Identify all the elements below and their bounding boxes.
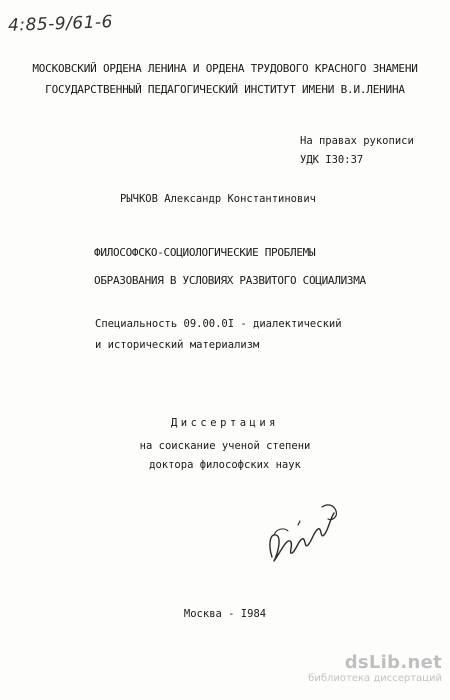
title-line-2: ОБРАЗОВАНИЯ В УСЛОВИЯХ РАЗВИТОГО СОЦИАЛИЗМА xyxy=(94,274,366,287)
institution-line-1: МОСКОВСКИЙ ОРДЕНА ЛЕНИНА И ОРДЕНА ТРУДОВОГО КРАСНОГО ЗНАМЕНИ xyxy=(32,62,418,75)
degree-line-1: на соискание ученой степени xyxy=(139,440,311,452)
specialty-line-1: Специальность 09.00.0I - диалектический xyxy=(95,318,342,330)
watermark-logo-text: dsLib.net xyxy=(344,652,442,673)
document-type: Диссертация xyxy=(170,417,280,429)
watermark-subtitle: библиотека диссертаций xyxy=(308,673,442,684)
watermark-logo xyxy=(345,652,442,673)
place-and-year: Москва - I984 xyxy=(183,608,267,620)
author-name: РЫЧКОВ Александр Константинович xyxy=(120,193,316,205)
handwritten-archive-code: 4:85-9/61-6 xyxy=(7,12,114,36)
institution-line-2: ГОСУДАРСТВЕННЫЙ ПЕДАГОГИЧЕСКИЙ ИНСТИТУТ ИМЕНИ В.И.ЛЕНИНА xyxy=(45,83,405,96)
degree-line-2: доктора философских наук xyxy=(149,459,301,471)
handwritten-signature xyxy=(262,495,342,575)
watermark xyxy=(308,652,442,684)
title-line-1: ФИЛОСОФСКО-СОЦИОЛОГИЧЕСКИЕ ПРОБЛЕМЫ xyxy=(94,246,316,259)
udc-code: УДК I30:37 xyxy=(300,154,364,166)
manuscript-rights-note: На правах рукописи xyxy=(300,135,414,147)
specialty-line-2: и исторический материализм xyxy=(95,339,260,351)
